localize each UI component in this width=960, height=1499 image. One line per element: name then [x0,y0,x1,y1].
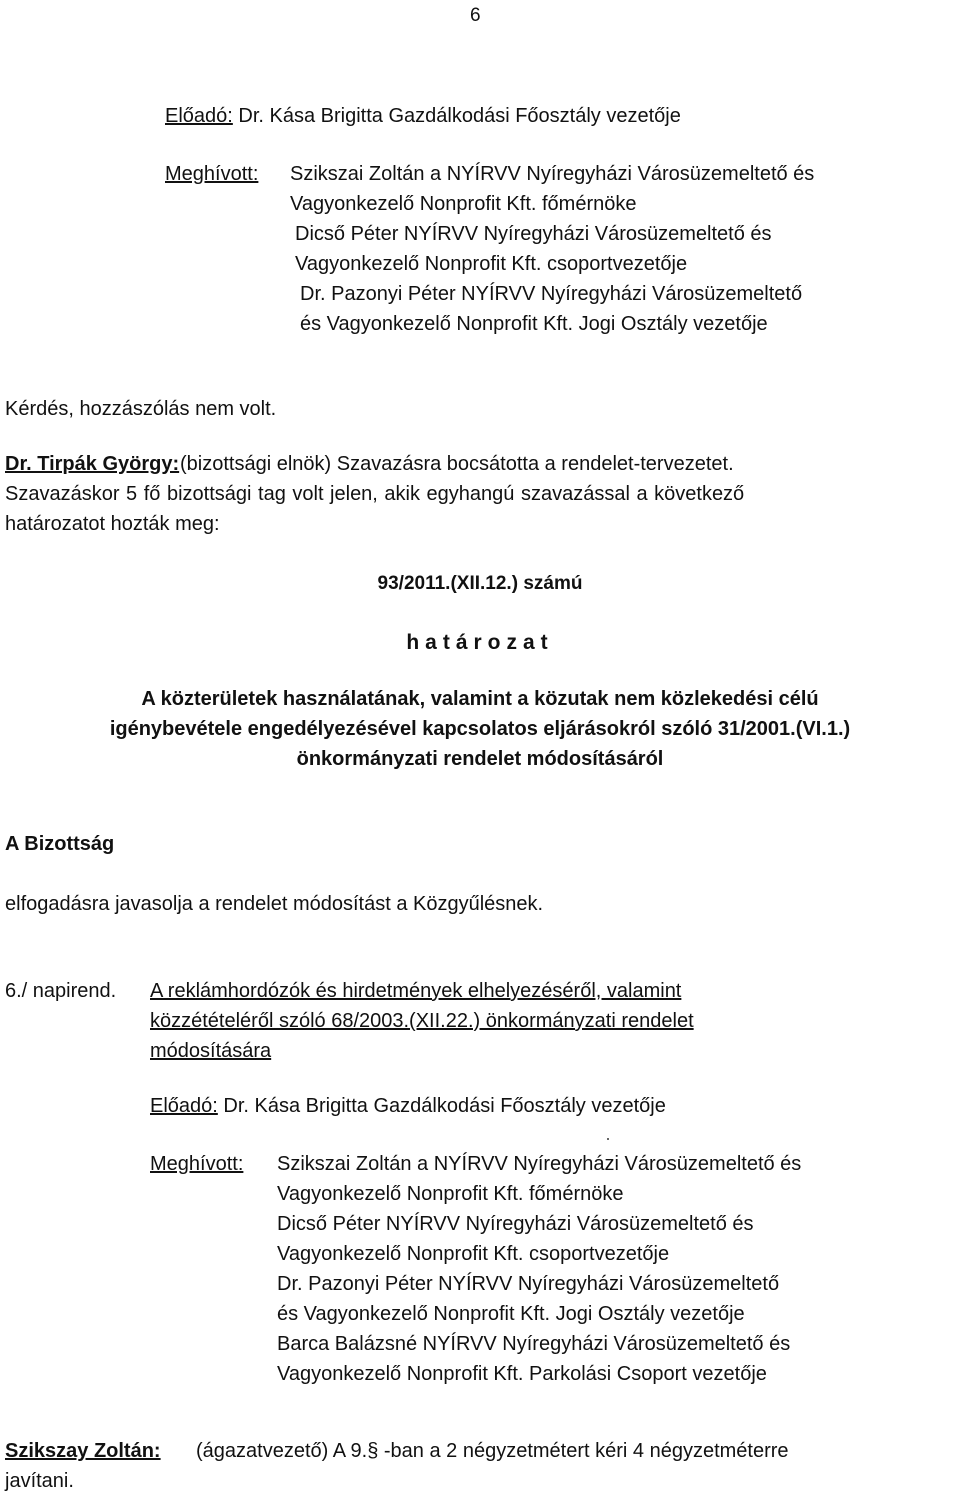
agenda-title: közzétételéről szóló 68/2003.(XII.22.) önkormányzati rendelet [150,1010,694,1032]
question-statement: Kérdés, hozzászólás nem volt. [5,398,277,420]
invited-line: Vagyonkezelő Nonprofit Kft. főmérnöke [290,193,637,215]
invited-label: Meghívott: [165,163,259,185]
scan-speck [607,1138,609,1140]
presenter-text: Dr. Kása Brigitta Gazdálkodási Főosztály vezetője [217,1095,666,1117]
resolution-subject: igénybevétele engedélyezésével kapcsolatos eljárásokról szóló 31/2001.(VI.1.) [109,718,851,740]
vote-text: határozatot hozták meg: [5,513,220,535]
invited-label: Meghívott: [150,1153,244,1175]
invited-line: Vagyonkezelő Nonprofit Kft. csoportvezetője [277,1243,670,1265]
page-number: 6 [470,5,481,26]
agenda-title: módosítására [150,1040,272,1062]
agenda-label: 6./ napirend. [5,980,117,1002]
speaker-text: javítani. [5,1470,74,1492]
resolution-subject: A közterületek használatának, valamint a közutak nem közlekedési célú [141,688,819,710]
invited-line: Dicső Péter NYÍRVV Nyíregyházi Városüzemeltető és [277,1213,754,1235]
vote-text: Szavazáskor 5 fő bizottsági tag volt jelen, akik egyhangú szavazással a következő [5,483,745,505]
presenter-text: Dr. Kása Brigitta Gazdálkodási Főosztály vezetője [232,105,681,127]
speaker-text: (ágazatvezető) A 9.§ -ban a 2 négyzetmétert kéri 4 négyzetméterre [196,1440,789,1462]
invited-line: és Vagyonkezelő Nonprofit Kft. Jogi Osztály vezetője [300,313,768,335]
invited-line: Dicső Péter NYÍRVV Nyíregyházi Városüzemeltető és [295,223,772,245]
invited-line: Szikszai Zoltán a NYÍRVV Nyíregyházi Városüzemeltető és [290,163,815,185]
agenda-title: A reklámhordózók és hirdetmények elhelyezéséről, valamint [150,980,682,1002]
presenter-label: Előadó: [165,105,233,127]
chair-name: Dr. Tirpák György: [5,453,180,475]
resolution-heading: határozat [406,631,554,654]
presenter-label: Előadó: [150,1095,218,1117]
presenter-line [165,105,681,128]
invited-line: Vagyonkezelő Nonprofit Kft. Parkolási Csoport vezetője [277,1363,767,1385]
invited-line: Vagyonkezelő Nonprofit Kft. csoportvezetője [295,253,688,275]
presenter-line [150,1095,666,1118]
resolution-subject: önkormányzati rendelet módosításáról [296,748,664,770]
invited-line: Vagyonkezelő Nonprofit Kft. főmérnöke [277,1183,624,1205]
invited-line: Barca Balázsné NYÍRVV Nyíregyházi Városüzemeltető és [277,1333,791,1355]
invited-line: Dr. Pazonyi Péter NYÍRVV Nyíregyházi Városüzemeltető [300,283,803,305]
vote-text: (bizottsági elnök) Szavazásra bocsátotta a rendelet-tervezetet. [180,453,734,475]
recommendation-text: elfogadásra javasolja a rendelet módosítást a Közgyűlésnek. [5,893,544,915]
speaker-name: Szikszay Zoltán: [5,1440,161,1462]
invited-line: és Vagyonkezelő Nonprofit Kft. Jogi Osztály vezetője [277,1303,745,1325]
committee-label: A Bizottság [5,833,115,855]
resolution-number: 93/2011.(XII.12.) számú [377,573,583,594]
invited-line: Szikszai Zoltán a NYÍRVV Nyíregyházi Városüzemeltető és [277,1153,802,1175]
invited-line: Dr. Pazonyi Péter NYÍRVV Nyíregyházi Városüzemeltető [277,1273,780,1295]
